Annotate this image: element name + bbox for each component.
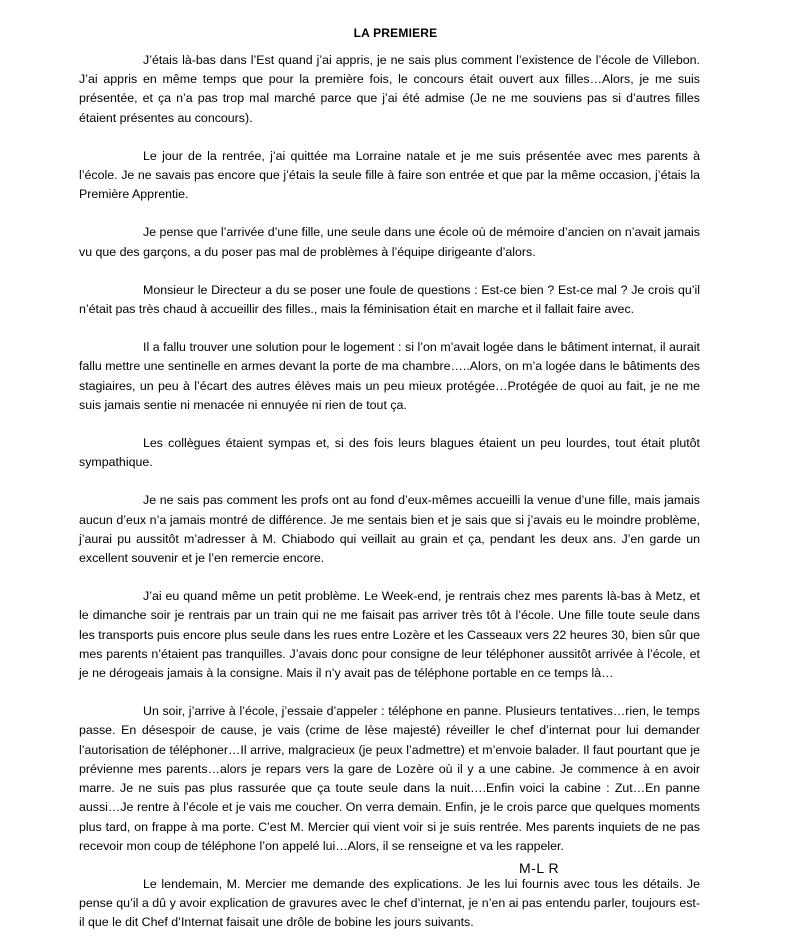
paragraph-2: Le jour de la rentrée, j’ai quittée ma Lorraine natale et je me suis présentée avec mes parents à l’école. Je ne savais pas encore que j’étais la seule fille à faire son entrée et que par la même occasion, j’étais la Première Apprentie. [79,148,700,202]
paragraph-7: Je ne sais pas comment les profs ont au fond d’eux-mêmes accueilli la venue d’une fille, mais jamais aucun d’eux n’a jamais montré de différence. Je me sentais bien et je sais que si j’avais eu le moindre problème, j’aurai pu aussitôt m’adresser à M. Chiabodo qui veillait au grain et ça, pendant les deux ans. J’en garde un excellent souvenir et je l’en remercie encore. [79,493,700,566]
document-title: LA PREMIERE [353,26,438,40]
paragraph-8: J’ai eu quand même un petit problème. Le Week-end, je rentrais chez mes parents là-bas à Metz, et le dimanche soir je rentrais par un train qui ne me faisait pas arriver très tôt à l’école. Une fille toute seule dans les transports puis encore plus seule dans les rues entre Lozère et les Casseaux vers 22 heures 30, bien sûr que mes parents n’étaient pas tranquilles. J’avais donc pour consigne de leur téléphoner aussitôt arrivée à l’école, et je ne dérogeais jamais à la consigne. Mais il n’y avait pas de téléphone portable en ce temps là… [79,589,700,681]
paragraph-10: Le lendemain, M. Mercier me demande des explications. Je les lui fournis avec tous les détails. Je pense qu’il a dû y avoir explication de gravures avec le chef d’internat, je n’en ai pas entendu parler, toujours est-il que le dit Chef d’Internat faisait une drôle de bobine les jours suivants. [79,876,700,930]
paragraph-1: J’étais là-bas dans l’Est quand j’ai appris, je ne sais plus comment l’existence de l’école de Villebon. J’ai appris en même temps que pour la première fois, le concours était ouvert aux filles…Alors, je me suis présentée, et ça n’a pas trop mal marché parce que j’ai été admise (Je ne me souviens pas si d’autres filles étaient présentes au concours). [79,53,700,125]
document-body [79,51,700,952]
paragraph-9: Un soir, j’arrive à l’école, j’essaie d’appeler : téléphone en panne. Plusieurs tentatives…rien, le temps passe. En désespoir de cause, je vais (crime de lèse majesté) réveiller le chef d’internat pour lui demander l’autorisation de téléphoner…Il arrive, malgracieux (je peux l’admettre) et m’envoie balader. Il faut pourtant que je prévienne mes parents…alors je repars vers la gare de Lozère où il y a une cabine. Je commence à en avoir marre. Je ne suis pas plus rassurée que ça toute seule dans la nuit….Enfin voici la cabine : Zut…En panne aussi…Je rentre à l’école et je vais me coucher. On verra demain. Enfin, je le crois parce que quelques moments plus tard, on frappe à ma porte. C’est M. Mercier qui vient voir si je suis rentrée. Mes parents inquiets de ne pas recevoir mon coup de téléphone l’on appelé lui…Alors, il se renseigne et va les rappeler. [79,704,700,853]
paragraph-6: Les collègues étaient sympas et, si des fois leurs blagues étaient un peu lourdes, tout était plutôt sympathique. [79,436,700,470]
paragraph-5: Il a fallu trouver une solution pour le logement : si l’on m’avait logée dans le bâtiment internat, il aurait fallu mettre une sentinelle en armes devant la porte de ma chambre…..Alors, on m’a logée dans le bâtiments des stagiaires, un peu à l’écart des autres élèves mais un peu mieux protégée…Protégée de quoi au fait, je ne me suis jamais sentie ni menacée ni ennuyée ni rien de tout ça. [79,340,700,412]
paragraph-3: Je pense que l’arrivée d’une fille, une seule dans une école où de mémoire d’ancien on n’avait jamais vu que des garçons, a du poser pas mal de problèmes à l’équipe dirigeante d’alors. [79,225,700,259]
signature: M-L R [519,860,560,876]
paragraph-4: Monsieur le Directeur a du se poser une foule de questions : Est-ce bien ? Est-ce mal ? Je crois qu’il n’était pas très chaud à accueillir des filles., mais la féminisation était en marche et il fallait faire avec. [79,282,700,317]
